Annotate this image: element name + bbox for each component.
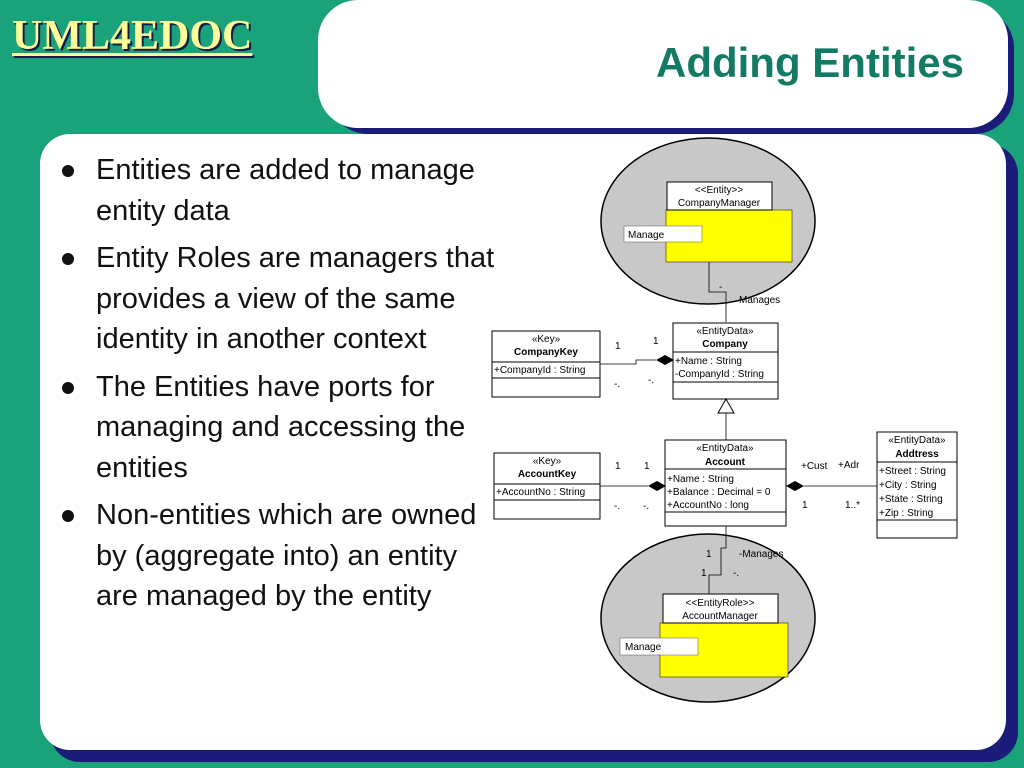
title-panel bbox=[318, 0, 1008, 128]
company-manager-port-label: Manage bbox=[628, 230, 665, 241]
bullet-text: Entities are added to manage entity data bbox=[96, 154, 475, 227]
manages-top-dot: - bbox=[719, 282, 723, 293]
manages-top-label: Manages bbox=[739, 295, 781, 306]
company-stereotype: «EntityData» bbox=[696, 326, 754, 337]
bullet-text: Entity Roles are managers that provides a view of the same identity in another context bbox=[96, 242, 495, 355]
account-manager-name: AccountManager bbox=[682, 611, 758, 622]
account-assoc-mult-left: 1 bbox=[615, 461, 621, 472]
bullet-text: Non-entities which are owned by (aggregate into) an entity are managed by the entity bbox=[96, 499, 477, 612]
address-attr: +State : String bbox=[879, 494, 943, 505]
address-name: Addtress bbox=[895, 449, 939, 460]
address-assoc-mult-right: 1..* bbox=[845, 500, 861, 511]
company-key-assoc bbox=[600, 360, 656, 364]
bullet-dot-icon bbox=[62, 510, 74, 522]
company-key-name: CompanyKey bbox=[514, 347, 578, 358]
account-composition-diamond bbox=[648, 481, 666, 491]
company-name: Company bbox=[702, 339, 748, 350]
bullet-dot-icon bbox=[62, 382, 74, 394]
bullet-list bbox=[56, 150, 506, 624]
address-attr: +Street : String bbox=[879, 466, 946, 477]
address-attr: +Zip : String bbox=[879, 508, 934, 519]
bullet-item bbox=[56, 495, 506, 617]
company-manager-stereotype: <<Entity>> bbox=[694, 185, 744, 196]
company-assoc-role-left: -. bbox=[614, 379, 621, 390]
company-key-attr: +CompanyId : String bbox=[494, 365, 586, 376]
bullet-dot-icon bbox=[62, 165, 74, 177]
account-stereotype: «EntityData» bbox=[696, 443, 754, 454]
company-composition-diamond bbox=[656, 355, 674, 365]
company-attr: +Name : String bbox=[675, 356, 742, 367]
bullet-text: The Entities have ports for managing and accessing the entities bbox=[96, 370, 466, 484]
account-key-attr: +AccountNo : String bbox=[496, 487, 586, 498]
uml-diagram bbox=[480, 130, 970, 730]
manages-bottom-mult-top: 1 bbox=[706, 549, 712, 560]
account-attr: +AccountNo : long bbox=[667, 500, 749, 511]
address-stereotype: «EntityData» bbox=[888, 435, 946, 446]
generalization-arrow-icon bbox=[718, 399, 734, 413]
bullet-item bbox=[56, 150, 506, 231]
address-assoc-role-adr: +Adr bbox=[838, 460, 860, 471]
company-assoc-mult-left: 1 bbox=[615, 341, 621, 352]
account-assoc-role-right: -. bbox=[643, 501, 650, 512]
address-composition-diamond bbox=[786, 481, 804, 491]
account-assoc-mult-right: 1 bbox=[644, 461, 650, 472]
address-attr: +City : String bbox=[879, 480, 937, 491]
company-assoc-mult-right: 1 bbox=[653, 336, 659, 347]
account-manager-stereotype: <<EntityRole>> bbox=[685, 598, 755, 609]
address-assoc-mult-left: 1 bbox=[802, 500, 808, 511]
company-assoc-role-right: -. bbox=[648, 375, 655, 386]
address-assoc-role-cust: +Cust bbox=[801, 461, 828, 472]
company-attr: -CompanyId : String bbox=[675, 369, 764, 380]
company-key-stereotype: «Key» bbox=[531, 334, 561, 345]
slide-title: Adding Entities bbox=[656, 39, 964, 86]
account-name: Account bbox=[705, 457, 745, 468]
manages-bottom-label: -Manages bbox=[739, 549, 784, 560]
bullet-dot-icon bbox=[62, 253, 74, 265]
account-attr: +Name : String bbox=[667, 474, 734, 485]
bullet-item bbox=[56, 238, 506, 360]
account-attr: +Balance : Decimal = 0 bbox=[667, 487, 771, 498]
company-manager-name: CompanyManager bbox=[677, 198, 761, 209]
manages-bottom-mult-bottom: 1 bbox=[701, 568, 707, 579]
account-key-stereotype: «Key» bbox=[532, 456, 562, 467]
account-key-name: AccountKey bbox=[517, 469, 577, 480]
account-manager-port-label: Manage bbox=[625, 642, 662, 653]
account-assoc-role-left: -. bbox=[614, 501, 621, 512]
bullet-item bbox=[56, 367, 506, 489]
logo: UML4EDOC bbox=[12, 13, 253, 59]
manages-bottom-role: -. bbox=[733, 568, 740, 579]
